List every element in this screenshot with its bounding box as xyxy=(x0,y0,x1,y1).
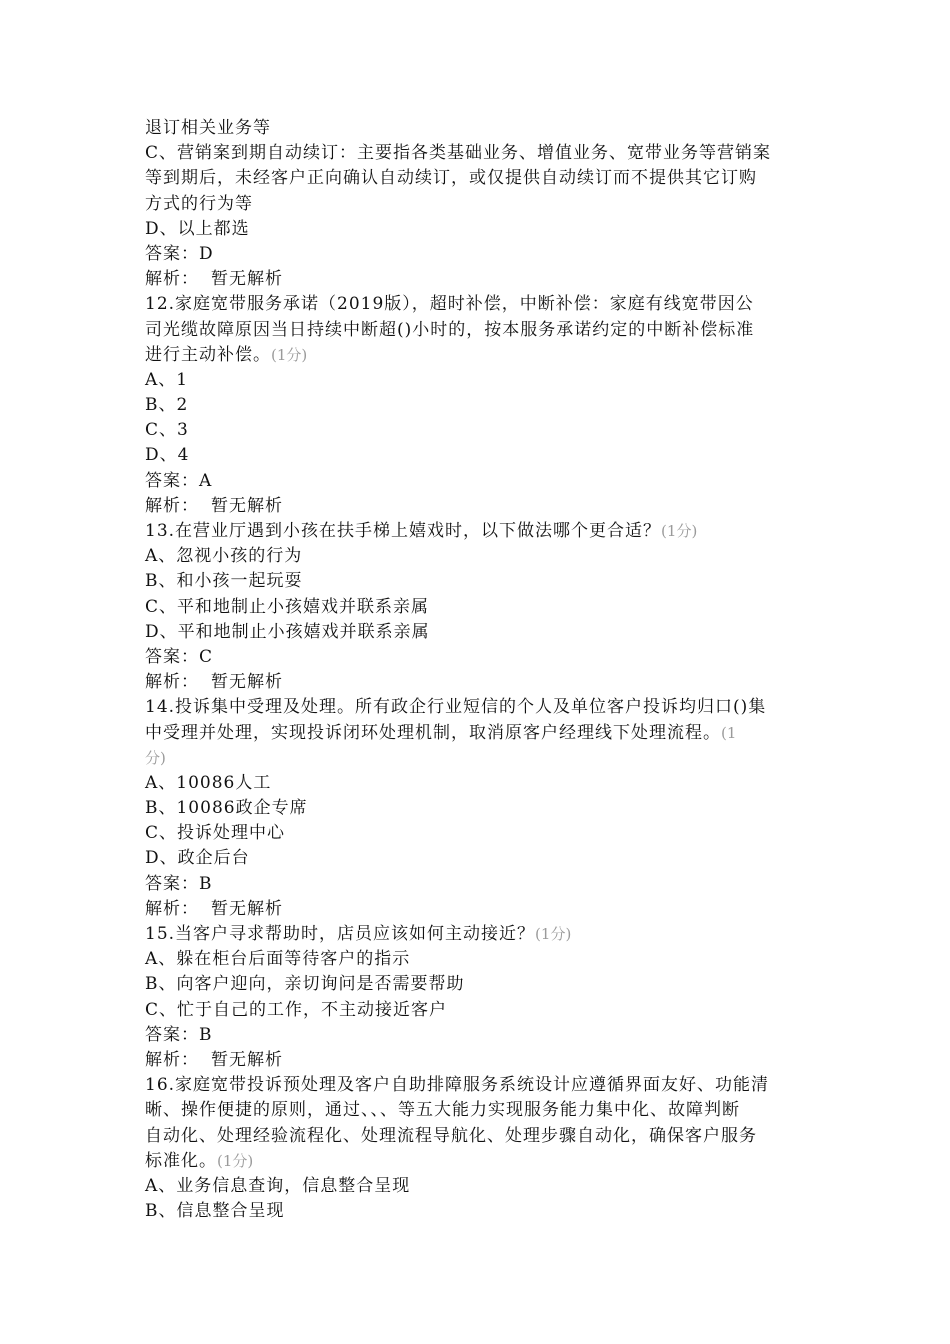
line-text: 解析： xyxy=(145,898,199,919)
line-text: B、10086政企专席 xyxy=(145,798,308,819)
line-text: 13.在营业厅遇到小孩在扶手梯上嬉戏时，以下做法哪个更合适？ xyxy=(145,521,662,541)
text-line xyxy=(145,116,810,141)
text-line xyxy=(145,292,810,317)
text-line xyxy=(145,1098,810,1123)
text-line xyxy=(145,897,810,922)
text-line xyxy=(145,721,810,746)
line-text: 退订相关业务等 xyxy=(145,118,271,138)
line-text: 16.家庭宽带投诉预处理及客户自助排障服务系统设计应遵循界面友好、功能清 xyxy=(145,1075,770,1096)
line-text: 等到期后，未经客户正向确认自动续订，或仅提供自动续订而不提供其它订购 xyxy=(145,168,757,189)
text-line xyxy=(145,645,810,670)
text-line xyxy=(145,1199,810,1224)
text-line xyxy=(145,141,810,166)
text-line xyxy=(145,469,810,494)
line-text: 解析： xyxy=(145,1049,199,1070)
text-line xyxy=(145,343,810,368)
line-text: B、2 xyxy=(145,395,189,416)
line-text: A、10086人工 xyxy=(145,772,272,793)
text-line xyxy=(145,670,810,695)
line-text: 解析： xyxy=(145,495,199,516)
text-line xyxy=(145,1149,810,1174)
text-line xyxy=(145,1174,810,1199)
text-line xyxy=(145,947,810,972)
text-line xyxy=(145,1073,810,1098)
line-text: 中受理并处理，实现投诉闭环处理机制，取消原客户经理线下处理流程。 xyxy=(145,722,721,743)
line-text: A、业务信息查询，信息整合呈现 xyxy=(145,1175,411,1196)
score-label: (1 xyxy=(721,723,737,742)
line-text: D、政企后台 xyxy=(145,848,250,869)
text-line xyxy=(145,217,810,242)
text-line xyxy=(145,443,810,468)
text-line xyxy=(145,418,810,443)
line-text: C、营销案到期自动续订：主要指各类基础业务、增值业务、宽带业务等营销案 xyxy=(145,143,772,164)
line-text: A、躲在柜台后面等待客户的指示 xyxy=(145,949,411,970)
text-line xyxy=(145,569,810,594)
line-text: 答案：D xyxy=(145,243,214,264)
analysis-text: 暂无解析 xyxy=(211,269,283,290)
text-line xyxy=(145,1124,810,1149)
text-line xyxy=(145,267,810,292)
text-line xyxy=(145,368,810,393)
line-text: A、1 xyxy=(145,369,189,390)
text-line xyxy=(145,318,810,343)
score-label: 分) xyxy=(145,748,166,767)
text-line xyxy=(145,846,810,871)
line-text: 进行主动补偿。 xyxy=(145,344,271,365)
score-label: (1分) xyxy=(217,1151,254,1170)
text-line xyxy=(145,494,810,519)
text-line xyxy=(145,192,810,217)
line-text: C、3 xyxy=(145,420,189,441)
line-text: 司光缆故障原因当日持续中断超()小时的，按本服务承诺约定的中断补偿标准 xyxy=(145,319,755,340)
line-text: 解析： xyxy=(145,672,199,693)
analysis-text: 暂无解析 xyxy=(211,672,283,693)
text-line xyxy=(145,821,810,846)
text-line xyxy=(145,1048,810,1073)
text-line xyxy=(145,595,810,620)
text-line xyxy=(145,393,810,418)
line-text: C、平和地制止小孩嬉戏并联系亲属 xyxy=(145,596,430,617)
text-line xyxy=(145,695,810,720)
text-line xyxy=(145,972,810,997)
line-text: 答案：B xyxy=(145,1024,213,1045)
text-line xyxy=(145,242,810,267)
line-text: C、投诉处理中心 xyxy=(145,823,286,844)
line-text: 晰、操作便捷的原则，通过、、、等五大能力实现服务能力集中化、故障判断 xyxy=(145,1100,740,1121)
text-line xyxy=(145,998,810,1023)
score-label: (1分) xyxy=(661,522,698,540)
line-text: B、信息整合呈现 xyxy=(145,1201,285,1222)
line-text: 自动化、处理经验流程化、处理流程导航化、处理步骤自动化，确保客户服务 xyxy=(145,1125,757,1146)
line-text: 答案：C xyxy=(145,646,214,667)
analysis-text: 暂无解析 xyxy=(211,495,283,516)
analysis-text: 暂无解析 xyxy=(211,1049,283,1070)
line-text: B、和小孩一起玩耍 xyxy=(145,571,303,592)
text-line xyxy=(145,544,810,569)
line-text: 答案：A xyxy=(145,470,213,491)
text-line xyxy=(145,922,810,947)
text-line xyxy=(145,872,810,897)
line-text: D、4 xyxy=(145,445,190,466)
line-text: 标准化。 xyxy=(145,1150,217,1171)
line-text: C、忙于自己的工作，不主动接近客户 xyxy=(145,999,448,1020)
line-text: 15.当客户寻求帮助时，店员应该如何主动接近？ xyxy=(145,924,536,944)
line-text: D、以上都选 xyxy=(145,218,250,239)
line-text: A、忽视小孩的行为 xyxy=(145,546,303,567)
line-text: B、向客户迎向，亲切询问是否需要帮助 xyxy=(145,974,465,995)
text-line xyxy=(145,620,810,645)
line-text: 方式的行为等 xyxy=(145,193,253,214)
text-line xyxy=(145,166,810,191)
score-label: (1分) xyxy=(535,925,572,943)
line-text: 12.家庭宽带服务承诺（2019版），超时补偿，中断补偿：家庭有线宽带因公 xyxy=(145,294,754,315)
line-text: D、平和地制止小孩嬉戏并联系亲属 xyxy=(145,621,430,642)
text-line xyxy=(145,771,810,796)
line-text: 解析： xyxy=(145,269,199,290)
text-line xyxy=(145,746,810,771)
text-line xyxy=(145,519,810,544)
text-line xyxy=(145,1023,810,1048)
score-label: (1分) xyxy=(271,345,308,364)
document-page xyxy=(145,116,810,1224)
line-text: 14.投诉集中受理及处理。所有政企行业短信的个人及单位客户投诉均归口()集 xyxy=(145,697,767,718)
line-text: 答案：B xyxy=(145,873,213,894)
analysis-text: 暂无解析 xyxy=(211,898,283,919)
text-line xyxy=(145,796,810,821)
